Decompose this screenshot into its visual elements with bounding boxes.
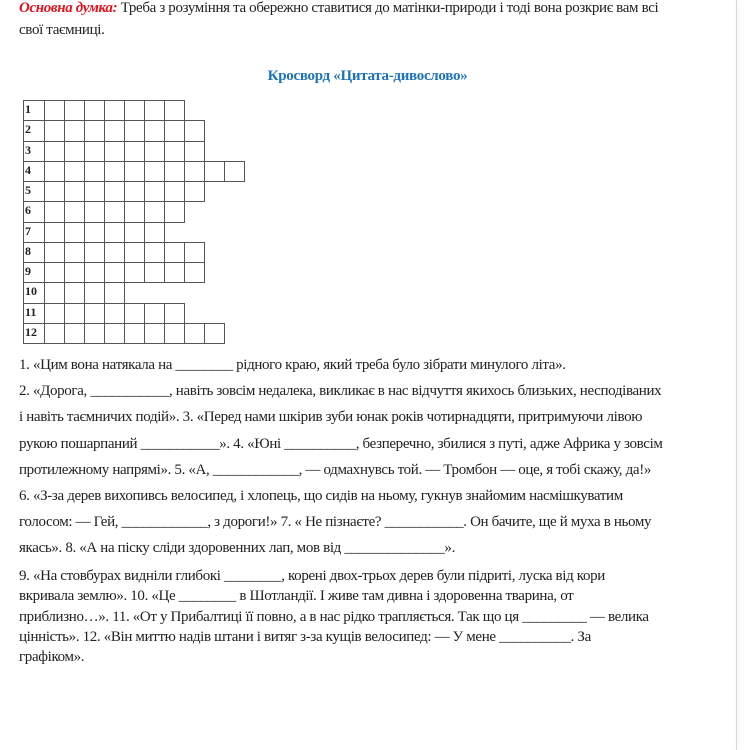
clue-line: і навіть таємничих подій». 3. «Перед нами шкірив зуби юнак років чотирнадцяти, притримуючи лівою	[19, 409, 643, 426]
crossword-cell[interactable]	[84, 161, 105, 182]
crossword-row-2	[23, 120, 244, 140]
crossword-cell[interactable]	[44, 222, 65, 243]
crossword-cell[interactable]	[64, 303, 85, 324]
crossword-cell[interactable]	[124, 120, 145, 141]
crossword-cell[interactable]	[64, 141, 85, 162]
clue-line: приблизно…». 11. «От у Прибалтиці її повно, а в нас рідко трапляється. Так що ця _________ — велика	[19, 608, 649, 625]
crossword-row-4	[23, 161, 244, 181]
crossword-cell[interactable]	[84, 181, 105, 202]
crossword-cell[interactable]	[104, 262, 125, 283]
crossword-row-7	[23, 222, 244, 242]
crossword-cell[interactable]	[64, 100, 85, 121]
crossword-cell[interactable]	[44, 100, 65, 121]
crossword-cell[interactable]	[44, 141, 65, 162]
crossword-row-3	[23, 141, 244, 161]
crossword-cell[interactable]	[84, 282, 105, 303]
crossword-cell[interactable]	[124, 323, 145, 344]
main-idea-text-cont: свої таємниці.	[19, 22, 105, 38]
crossword-cell[interactable]	[184, 262, 205, 283]
row-number: 2	[23, 120, 45, 141]
crossword-cell[interactable]	[84, 100, 105, 121]
crossword-row-5	[23, 181, 244, 201]
crossword-cell[interactable]	[64, 323, 85, 344]
crossword-cell[interactable]	[84, 323, 105, 344]
crossword-cell[interactable]	[64, 222, 85, 243]
crossword-cell[interactable]	[144, 303, 165, 324]
crossword-cell[interactable]	[144, 100, 165, 121]
crossword-cell[interactable]	[164, 242, 185, 263]
crossword-cell[interactable]	[224, 161, 245, 182]
crossword-row-1	[23, 100, 244, 120]
crossword-cell[interactable]	[44, 161, 65, 182]
crossword-cell[interactable]	[104, 201, 125, 222]
crossword-cell[interactable]	[84, 120, 105, 141]
crossword-cell[interactable]	[64, 201, 85, 222]
crossword-cell[interactable]	[44, 262, 65, 283]
row-number: 11	[23, 303, 45, 324]
crossword-cell[interactable]	[104, 141, 125, 162]
crossword-cell[interactable]	[124, 141, 145, 162]
crossword-cell[interactable]	[84, 242, 105, 263]
row-number: 3	[23, 141, 45, 162]
row-number: 8	[23, 242, 45, 263]
crossword-cell[interactable]	[144, 262, 165, 283]
crossword-cell[interactable]	[64, 242, 85, 263]
crossword-cell[interactable]	[124, 262, 145, 283]
crossword-cell[interactable]	[64, 262, 85, 283]
crossword-cell[interactable]	[204, 323, 225, 344]
crossword-cell[interactable]	[124, 222, 145, 243]
crossword-grid	[23, 100, 244, 343]
crossword-cell[interactable]	[164, 181, 185, 202]
crossword-cell[interactable]	[64, 282, 85, 303]
crossword-cell[interactable]	[144, 161, 165, 182]
crossword-cell[interactable]	[164, 201, 185, 222]
crossword-row-12	[23, 323, 244, 343]
clue-line: вкривала землю». 10. «Це ________ в Шотландії. І живе там дивна і здоровенна тварина, от	[19, 588, 574, 605]
crossword-cell[interactable]	[44, 323, 65, 344]
crossword-cell[interactable]	[104, 161, 125, 182]
clue-line: цінність». 12. «Він миттю надів штани і витяг з-за кущів велосипед: — У мене __________. За	[19, 628, 591, 645]
crossword-cell[interactable]	[164, 141, 185, 162]
crossword-cell[interactable]	[104, 323, 125, 344]
crossword-cell[interactable]	[124, 161, 145, 182]
crossword-cell[interactable]	[184, 323, 205, 344]
page-edge	[736, 0, 737, 750]
crossword-cell[interactable]	[84, 303, 105, 324]
clue-line: 9. «На стовбурах видніли глибокі ________, корені двох-трьох дерев були підриті, луска від кори	[19, 568, 605, 584]
crossword-cell[interactable]	[144, 222, 165, 243]
clue-line: 1. «Цим вона натякала на ________ рідного краю, який треба було зібрати минулого літа».	[19, 357, 566, 373]
crossword-cell[interactable]	[184, 242, 205, 263]
crossword-cell[interactable]	[84, 222, 105, 243]
crossword-cell[interactable]	[44, 201, 65, 222]
crossword-cell[interactable]	[144, 201, 165, 222]
crossword-cell[interactable]	[124, 242, 145, 263]
crossword-cell[interactable]	[184, 181, 205, 202]
clue-line: рукою пошарпаний ___________». 4. «Юні __________, безперечно, збилися з путі, адже Африка у зовсім	[19, 435, 663, 452]
clue-line: 2. «Дорога, ___________, навіть зовсім недалека, викликає в нас відчуття якихось близьких, несподіваних	[19, 383, 662, 400]
crossword-cell[interactable]	[204, 161, 225, 182]
row-number: 7	[23, 222, 45, 243]
clue-line: голосом: — Гей, ____________, з дороги!» 7. « Не пізнаєте? ___________. Он бачите, ще й муха в ньому	[19, 514, 652, 531]
crossword-cell[interactable]	[164, 323, 185, 344]
crossword-cell[interactable]	[164, 100, 185, 121]
crossword-cell[interactable]	[144, 141, 165, 162]
crossword-cell[interactable]	[184, 141, 205, 162]
clue-line: графіком».	[19, 649, 85, 666]
crossword-cell[interactable]	[64, 161, 85, 182]
row-number: 1	[23, 100, 45, 121]
row-number: 5	[23, 181, 45, 202]
crossword-cell[interactable]	[164, 262, 185, 283]
crossword-cell[interactable]	[44, 120, 65, 141]
crossword-cell[interactable]	[184, 161, 205, 182]
crossword-cell[interactable]	[84, 141, 105, 162]
crossword-cell[interactable]	[44, 242, 65, 263]
row-number: 12	[23, 323, 45, 344]
crossword-cell[interactable]	[184, 120, 205, 141]
crossword-cell[interactable]	[104, 282, 125, 303]
crossword-cell[interactable]	[104, 242, 125, 263]
crossword-cell[interactable]	[124, 181, 145, 202]
crossword-cell[interactable]	[84, 201, 105, 222]
row-number: 9	[23, 262, 45, 283]
crossword-title: Кросворд «Цитата-дивослово»	[267, 68, 468, 84]
crossword-row-11	[23, 303, 244, 323]
crossword-cell[interactable]	[164, 161, 185, 182]
crossword-cell[interactable]	[44, 282, 65, 303]
row-number: 10	[23, 282, 45, 303]
row-number: 4	[23, 161, 45, 182]
crossword-cell[interactable]	[64, 181, 85, 202]
crossword-cell[interactable]	[144, 242, 165, 263]
crossword-cell[interactable]	[144, 120, 165, 141]
crossword-cell[interactable]	[104, 303, 125, 324]
crossword-cell[interactable]	[44, 303, 65, 324]
crossword-row-6	[23, 201, 244, 221]
crossword-row-10	[23, 282, 244, 302]
crossword-cell[interactable]	[144, 323, 165, 344]
main-idea-text: Треба з розуміння та обережно ставитися до матінки-природи і тоді вона розкриє вам всі	[117, 0, 659, 16]
crossword-cell[interactable]	[64, 120, 85, 141]
crossword-cell[interactable]	[104, 120, 125, 141]
crossword-cell[interactable]	[124, 100, 145, 121]
crossword-cell[interactable]	[144, 181, 165, 202]
crossword-cell[interactable]	[164, 120, 185, 141]
crossword-cell[interactable]	[164, 303, 185, 324]
crossword-cell[interactable]	[124, 201, 145, 222]
clue-line: 6. «З-за дерев вихопивсь велосипед, і хлопець, що сидів на ньому, гукнув знайомим насмішкуватим	[19, 488, 623, 504]
crossword-cell[interactable]	[104, 181, 125, 202]
crossword-cell[interactable]	[84, 262, 105, 283]
crossword-row-8	[23, 242, 244, 262]
main-idea-label: Основна думка:	[19, 0, 118, 16]
crossword-cell[interactable]	[104, 222, 125, 243]
clue-line: якась». 8. «А на піску сліди здоровенних лап, мов від ______________».	[19, 540, 455, 557]
clue-line: протилежному напрямі». 5. «А, ____________, — одмахнувсь той. — Тромбон — оце, я тобі скажу, да!»	[19, 461, 651, 478]
crossword-cell[interactable]	[124, 303, 145, 324]
crossword-cell[interactable]	[44, 181, 65, 202]
crossword-cell[interactable]	[104, 100, 125, 121]
crossword-row-9	[23, 262, 244, 282]
main-idea-line	[19, 0, 658, 17]
row-number: 6	[23, 201, 45, 222]
